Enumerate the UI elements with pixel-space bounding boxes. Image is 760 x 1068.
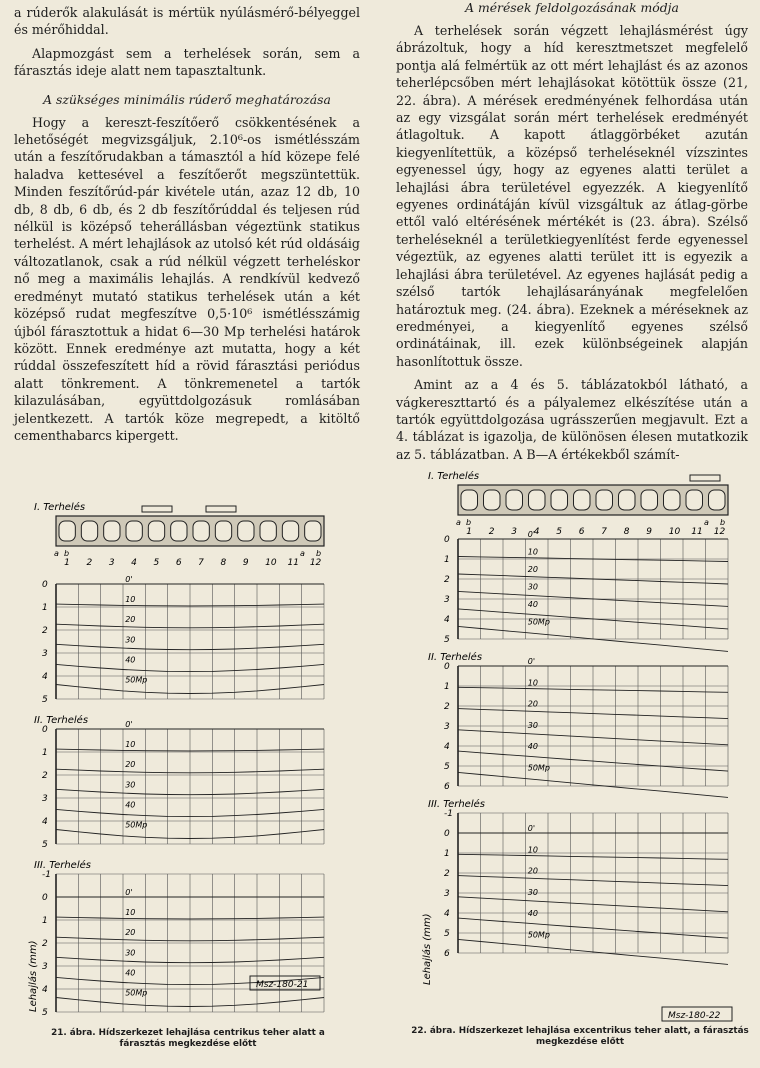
- station-label: a: [704, 518, 709, 527]
- panel-title: III. Terhelés: [34, 860, 91, 871]
- y-tick-label: 3: [444, 595, 450, 605]
- station-number: 1: [64, 558, 70, 568]
- y-tick-label: 4: [444, 909, 450, 919]
- load-level-label: 20: [527, 866, 538, 876]
- girder-void: [282, 521, 298, 541]
- girder-void: [596, 490, 613, 510]
- load-level-label: 20: [527, 699, 538, 709]
- load-level-label: 20: [125, 760, 136, 770]
- load-level-label: 20: [125, 615, 136, 625]
- load-level-label: 0': [527, 824, 536, 833]
- load-level-label: 0': [125, 888, 133, 897]
- load-level-label: 40: [125, 655, 136, 665]
- y-tick-label: 3: [444, 722, 450, 732]
- y-tick-label: 2: [444, 575, 450, 585]
- station-number: 2: [488, 527, 495, 537]
- load-block: [690, 475, 720, 481]
- load-level-label: 50Mp: [125, 675, 148, 685]
- station-number: 10: [265, 558, 277, 568]
- station-label: a: [456, 518, 461, 527]
- y-tick-label: 1: [42, 916, 48, 926]
- station-number: 7: [198, 558, 204, 568]
- y-tick-label: 4: [42, 817, 48, 827]
- load-block: [690, 475, 720, 481]
- left-column: [14, 0, 360, 450]
- load-level-label: 20: [125, 928, 136, 938]
- y-tick-label: 3: [444, 889, 450, 899]
- load-level-label: 0': [125, 575, 133, 584]
- load-level-label: 40: [125, 968, 136, 978]
- panel-title: II. Terhelés: [428, 652, 483, 663]
- load-level-label: 30: [527, 582, 538, 592]
- left-intro: a rúderők alakulását is mértük nyúlásmérő-bélyeggel és mérőhiddal.: [14, 5, 360, 38]
- girder-void: [238, 521, 254, 541]
- y-tick-label: 5: [42, 1008, 48, 1018]
- station-label: b: [720, 518, 726, 527]
- load-block: [142, 506, 172, 512]
- load-level-label: 20: [527, 564, 538, 574]
- right-paragraph-2: Amint az a 4 és 5. táblázatokból látható, a vágkereszttartó és a pályalemez elkészítése után a tartók együttdolgozása ugrásszerűen megjavult. Ezt a 4. táblázat is igazolja, de különösen élesen mutatkozik az 5. táblázatban. A B—A értékekből számít-: [396, 377, 748, 462]
- station-label: b: [316, 549, 322, 558]
- load-level-label: 30: [527, 887, 538, 897]
- load-level-label: 10: [527, 678, 538, 688]
- girder-void: [529, 490, 546, 510]
- station-number: 5: [153, 558, 160, 568]
- girder-void: [59, 521, 75, 541]
- girder-void: [260, 521, 276, 541]
- load-level-label: 30: [125, 948, 136, 958]
- load-level-label: 10: [125, 595, 136, 605]
- station-number: 7: [601, 527, 607, 537]
- station-number: 10: [668, 527, 681, 537]
- load-level-label: 50Mp: [527, 930, 550, 940]
- y-tick-label: 1: [444, 849, 450, 859]
- load-level-label: 10: [527, 547, 538, 557]
- load-level-label: 30: [125, 635, 136, 645]
- y-tick-label: -1: [42, 870, 51, 880]
- figure-22: [400, 455, 740, 1025]
- y-tick-label: 2: [42, 771, 48, 781]
- load-level-label: 10: [125, 740, 136, 750]
- load-level-label: 40: [125, 800, 136, 810]
- station-number: 4: [533, 527, 540, 537]
- station-label: a: [300, 549, 305, 558]
- girder-void: [686, 490, 703, 510]
- station-number: 9: [646, 527, 652, 537]
- figure-22-caption: 22. ábra. Hídszerkezet lehajlása excentrikus teher alatt, a fárasztás megkezdése előtt: [411, 1026, 749, 1047]
- load-level-label: 30: [125, 780, 136, 790]
- station-number: 3: [511, 527, 517, 537]
- y-tick-label: 1: [42, 603, 48, 613]
- load-level-label: 50Mp: [527, 617, 550, 627]
- y-tick-label: 5: [42, 840, 48, 850]
- y-tick-label: 4: [444, 742, 450, 752]
- y-tick-label: 4: [444, 615, 450, 625]
- station-number: 3: [108, 558, 115, 568]
- right-column: [396, 0, 748, 469]
- y-tick-label: 6: [444, 782, 450, 792]
- girder-void: [484, 490, 501, 510]
- figure-code: Msz-180-22: [668, 1011, 721, 1021]
- station-number: 2: [86, 558, 93, 568]
- right-heading: A mérések feldolgozásának módja: [465, 0, 679, 15]
- y-tick-label: 2: [42, 626, 48, 636]
- y-tick-label: 1: [444, 682, 450, 692]
- station-number: 1: [466, 527, 472, 537]
- load-level-label: 50Mp: [527, 763, 550, 773]
- station-number: 9: [242, 558, 249, 568]
- girder-void: [551, 490, 568, 510]
- y-axis-label: Lehajlás (mm): [28, 940, 39, 1012]
- load-level-label: 40: [527, 742, 538, 752]
- load-level-label: 50Mp: [125, 988, 148, 998]
- station-number: 8: [220, 558, 227, 568]
- y-tick-label: 5: [444, 635, 450, 645]
- y-tick-label: 3: [42, 962, 48, 972]
- y-tick-label: 4: [42, 672, 48, 682]
- y-tick-label: 1: [42, 748, 48, 758]
- y-tick-label: 5: [42, 695, 48, 705]
- panel-title: III. Terhelés: [428, 799, 485, 810]
- figure-21: [14, 500, 344, 1020]
- girder-void: [148, 521, 164, 541]
- station-number: 11: [287, 558, 299, 568]
- girder-void: [709, 490, 726, 510]
- left-paragraph-3: Hogy a kereszt-feszítőerő csökkentésének a lehetőségét megvizsgáljuk, 2.10⁶-os ismétlésszám után a feszítőrudakban a támasztól a híd közepe felé haladva kettesével a feszítőerőt megszüntettük. Minden feszítőrúd-pár kivétele után, azaz 12 db, 10 db, 8 db, 6 db, és 2 db feszítőrúddal és teljesen rúd nélkül is középső teherállásban végeztünk statikus terhelést. A mért lehajlások az utolsó két rúd oldásáig változatlanok, csak a rúd nélkül végzett terheléskor nő meg a maximális lehajlás. A rendkívül kedvező eredményt mutató statikus terhelések után a két középső rudat megfeszítve 0,5·10⁶ ismétlésszámig újból fárasztottuk a hidat 6—30 Mp terhelési határok között. Ennek eredménye azt mutatta, hogy a két rúddal összefeszített híd a rövid fárasztási periódus alatt tönkrement. A tönkremenetel a tartók kilazulásában, együttdolgozásuk romlásában jelentkezett. A tartók köze megrepedt, a kitöltő cementhabarcs kipergett.: [14, 114, 360, 443]
- station-number: 5: [556, 527, 562, 537]
- panel-title: II. Terhelés: [34, 715, 89, 726]
- y-tick-label: 0: [42, 725, 48, 735]
- y-tick-label: 0: [42, 893, 48, 903]
- load-level-label: 40: [527, 909, 538, 919]
- station-number: 6: [175, 558, 182, 568]
- girder-void: [81, 521, 97, 541]
- load-level-label: 10: [527, 845, 538, 855]
- girder-void: [126, 521, 142, 541]
- girder-void: [461, 490, 478, 510]
- left-heading: A szükséges minimális rúderő meghatározása: [43, 91, 331, 107]
- station-number: 12: [309, 558, 322, 568]
- load-block: [206, 506, 236, 512]
- y-tick-label: 2: [444, 869, 450, 879]
- right-paragraph-1: A terhelések során végzett lehajlásmérést úgy ábrázoltuk, hogy a híd keresztmetszet megfelelő pontja alá felmértük az ott mért lehajlást és az azonos teherlépcsőben mért lehajlásokat kötöttük össze (21, 22. ábra). A mérések eredményének felhordása után az egy vizsgálat során mért terhelések eredményét átlagoltuk. A kapott átlaggörbéket azután kiegyenlítettük, a középső terheléseknél vízszintes egyenessel úgy, hogy az egyenes alatti terület a lehajlási ábra területével egyezzék. A kiegyenlítő egyenes ordinátáján kívül vizsgáltuk az átlag-görbe ettől való eltérésének mértékét is (23. ábra). Szélső terheléseknél a területkiegyenlítést ferde egyenessel végeztük, az egyenes alatti terület itt is egyezik a lehajlási ábra területével. Az egyenes hajlását pedig a szélső tartók lehajlásarányának megfelelően határoztuk meg. (24. ábra). Ezeknek a méréseknek az eredményei, a kiegyenlítő egyenes szélső ordinátáinak, ill. ezek különbségeinek alapján hasonlítottuk össze.: [396, 23, 748, 369]
- station-label: b: [64, 549, 70, 558]
- girder-void: [506, 490, 523, 510]
- girder-void: [305, 521, 321, 541]
- load-level-label: 0': [527, 657, 536, 666]
- girder-void: [104, 521, 120, 541]
- panel-title: I. Terhelés: [34, 502, 86, 513]
- girder-void: [215, 521, 231, 541]
- y-tick-label: 2: [42, 939, 48, 949]
- station-number: 6: [578, 527, 585, 537]
- panel-title: I. Terhelés: [428, 471, 480, 482]
- station-number: 12: [713, 527, 726, 537]
- left-paragraph-2: Alapmozgást sem a terhelések során, sem a fárasztás ideje alatt nem tapasztaltunk.: [14, 45, 360, 79]
- y-tick-label: 4: [42, 985, 48, 995]
- y-tick-label: 5: [444, 929, 450, 939]
- girder-void: [574, 490, 591, 510]
- station-label: a: [54, 549, 59, 558]
- figure-code: Msz-180-21: [256, 980, 309, 990]
- station-number: 8: [623, 527, 630, 537]
- station-number: 4: [131, 558, 137, 568]
- girder-void: [641, 490, 658, 510]
- y-tick-label: 0: [444, 662, 450, 672]
- y-tick-label: 2: [444, 702, 450, 712]
- girder-void: [664, 490, 681, 510]
- y-tick-label: -1: [444, 809, 453, 819]
- y-tick-label: 3: [42, 794, 48, 804]
- girder-void: [171, 521, 187, 541]
- figure-21-caption: 21. ábra. Hídszerkezet lehajlása centrikus teher alatt a fárasztás megkezdése előtt: [51, 1028, 325, 1049]
- load-level-label: 0': [125, 720, 133, 729]
- load-level-label: 50Mp: [125, 820, 148, 830]
- y-tick-label: 3: [42, 649, 48, 659]
- y-axis-label: Lehajlás (mm): [422, 913, 433, 985]
- station-number: 11: [691, 527, 703, 537]
- y-tick-label: 5: [444, 762, 450, 772]
- y-tick-label: 0: [42, 580, 48, 590]
- girder-void: [619, 490, 636, 510]
- y-tick-label: 0: [444, 829, 450, 839]
- girder-void: [193, 521, 209, 541]
- load-level-label: 30: [527, 720, 538, 730]
- y-tick-label: 6: [444, 949, 450, 959]
- station-label: b: [466, 518, 472, 527]
- load-level-label: 10: [125, 908, 136, 918]
- load-level-label: 0': [527, 530, 536, 539]
- y-tick-label: 0: [444, 535, 450, 545]
- load-level-label: 40: [527, 599, 538, 609]
- y-tick-label: 1: [444, 555, 450, 565]
